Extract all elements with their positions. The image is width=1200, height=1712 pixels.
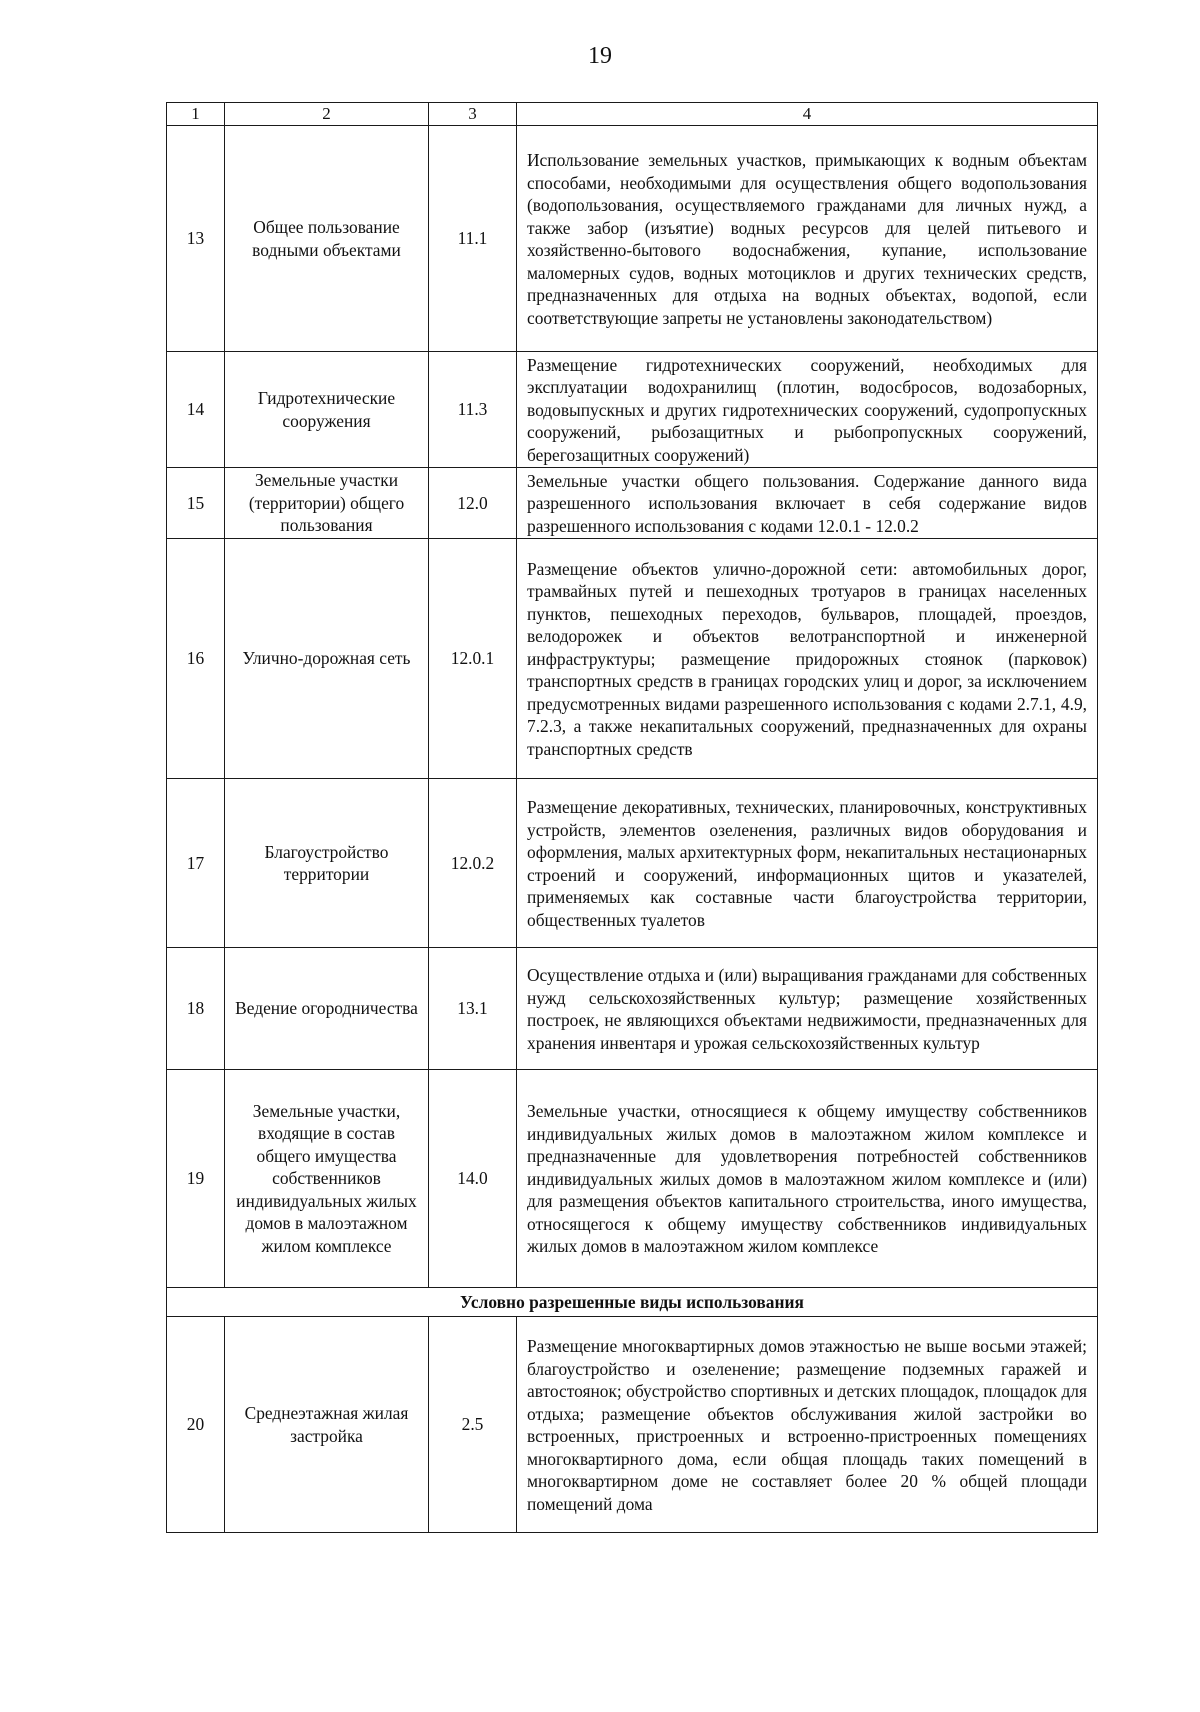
row-number: 15 (167, 468, 225, 539)
land-use-name: Земельные участки, входящие в состав общего имущества собственников индивидуальных жилых домов в малоэтажном жилом комплексе (225, 1070, 429, 1288)
row-number: 17 (167, 779, 225, 948)
column-header-1: 1 (167, 103, 225, 126)
section-title: Условно разрешенные виды использования (167, 1288, 1098, 1317)
land-use-code: 12.0.1 (429, 539, 517, 779)
land-use-description: Размещение декоративных, технических, планировочных, конструктивных устройств, элементов озеленения, различных видов оборудования и оформления, малых архитектурных форм, некапитальных нестационарных строений и сооружений, информационных щитов и указателей, применяемых как составные части благоустройства территории, общественных туалетов (517, 779, 1098, 948)
land-use-code: 13.1 (429, 948, 517, 1070)
land-use-code: 12.0.2 (429, 779, 517, 948)
table-row (167, 779, 1098, 948)
land-use-description: Использование земельных участков, примыкающих к водным объектам способами, необходимыми для осуществления общего водопользования (водопользования, осуществляемого гражданами для личных нужд, а также забор (изъятие) водных ресурсов для целей питьевого и хозяйственно-бытового водоснабжения, купание, использование маломерных судов, водных мотоциклов и других технических средств, предназначенных для отдыха на водных объектах, водопой, если соответствующие запреты не установлены законодательством) (517, 126, 1098, 352)
land-use-name: Благоустройство территории (225, 779, 429, 948)
land-use-code: 2.5 (429, 1317, 517, 1533)
table-row (167, 1317, 1098, 1533)
land-use-name: Ведение огородничества (225, 948, 429, 1070)
land-use-code: 11.1 (429, 126, 517, 352)
land-use-name: Улично-дорожная сеть (225, 539, 429, 779)
row-number: 18 (167, 948, 225, 1070)
land-use-code: 12.0 (429, 468, 517, 539)
land-use-description: Осуществление отдыха и (или) выращивания гражданами для собственных нужд сельскохозяйственных культур; размещение хозяйственных построек, не являющихся объектами недвижимости, предназначенных для хранения инвентаря и урожая сельскохозяйственных культур (517, 948, 1098, 1070)
table-row (167, 539, 1098, 779)
row-number: 20 (167, 1317, 225, 1533)
row-number: 19 (167, 1070, 225, 1288)
column-header-2: 2 (225, 103, 429, 126)
column-number-header-row (167, 103, 1098, 126)
land-use-description: Земельные участки общего пользования. Содержание данного вида разрешенного использования включает в себя содержание видов разрешенного использования с кодами 12.0.1 - 12.0.2 (517, 468, 1098, 539)
land-use-name: Гидротехнические сооружения (225, 352, 429, 468)
land-use-description: Земельные участки, относящиеся к общему имуществу собственников индивидуальных жилых домов в малоэтажном жилом комплексе и предназначенные для удовлетворения потребностей собственников индивидуальных жилых домов в малоэтажном жилом комплексе и (или) для размещения объектов капитального строительства, иного имущества, относящегося к общему имуществу собственников индивидуальных жилых домов в малоэтажном жилом комплексе (517, 1070, 1098, 1288)
table-row (167, 948, 1098, 1070)
row-number: 16 (167, 539, 225, 779)
page-number: 19 (588, 43, 612, 69)
row-number: 13 (167, 126, 225, 352)
land-use-table (166, 102, 1098, 1533)
land-use-description: Размещение гидротехнических сооружений, необходимых для эксплуатации водохранилищ (плотин, водосбросов, водозаборных, водовыпускных и других гидротехнических сооружений, судопропускных сооружений, рыбозащитных и рыбопропускных сооружений, берегозащитных сооружений) (517, 352, 1098, 468)
section-header-row (167, 1288, 1098, 1317)
column-header-3: 3 (429, 103, 517, 126)
land-use-name: Среднеэтажная жилая застройка (225, 1317, 429, 1533)
land-use-name: Земельные участки (территории) общего пользования (225, 468, 429, 539)
land-use-name: Общее пользование водными объектами (225, 126, 429, 352)
column-header-4: 4 (517, 103, 1098, 126)
table-row (167, 468, 1098, 539)
row-number: 14 (167, 352, 225, 468)
land-use-code: 11.3 (429, 352, 517, 468)
land-use-code: 14.0 (429, 1070, 517, 1288)
land-use-description: Размещение многоквартирных домов этажностью не выше восьми этажей; благоустройство и озеленение; размещение подземных гаражей и автостоянок; обустройство спортивных и детских площадок, площадок для отдыха; размещение объектов обслуживания жилой застройки во встроенных, пристроенных и встроенно-пристроенных помещениях многоквартирного дома, если общая площадь таких помещений в многоквартирном доме не составляет более 20 % общей площади помещений дома (517, 1317, 1098, 1533)
table-row (167, 126, 1098, 352)
table-row (167, 1070, 1098, 1288)
table-row (167, 352, 1098, 468)
land-use-description: Размещение объектов улично-дорожной сети: автомобильных дорог, трамвайных путей и пешеходных тротуаров в границах населенных пунктов, пешеходных переходов, бульваров, площадей, проездов, велодорожек и объектов велотранспортной и инженерной инфраструктуры; размещение придорожных стоянок (парковок) транспортных средств в границах городских улиц и дорог, за исключением предусмотренных видами разрешенного использования с кодами 2.7.1, 4.9, 7.2.3, а также некапитальных сооружений, предназначенных для охраны транспортных средств (517, 539, 1098, 779)
